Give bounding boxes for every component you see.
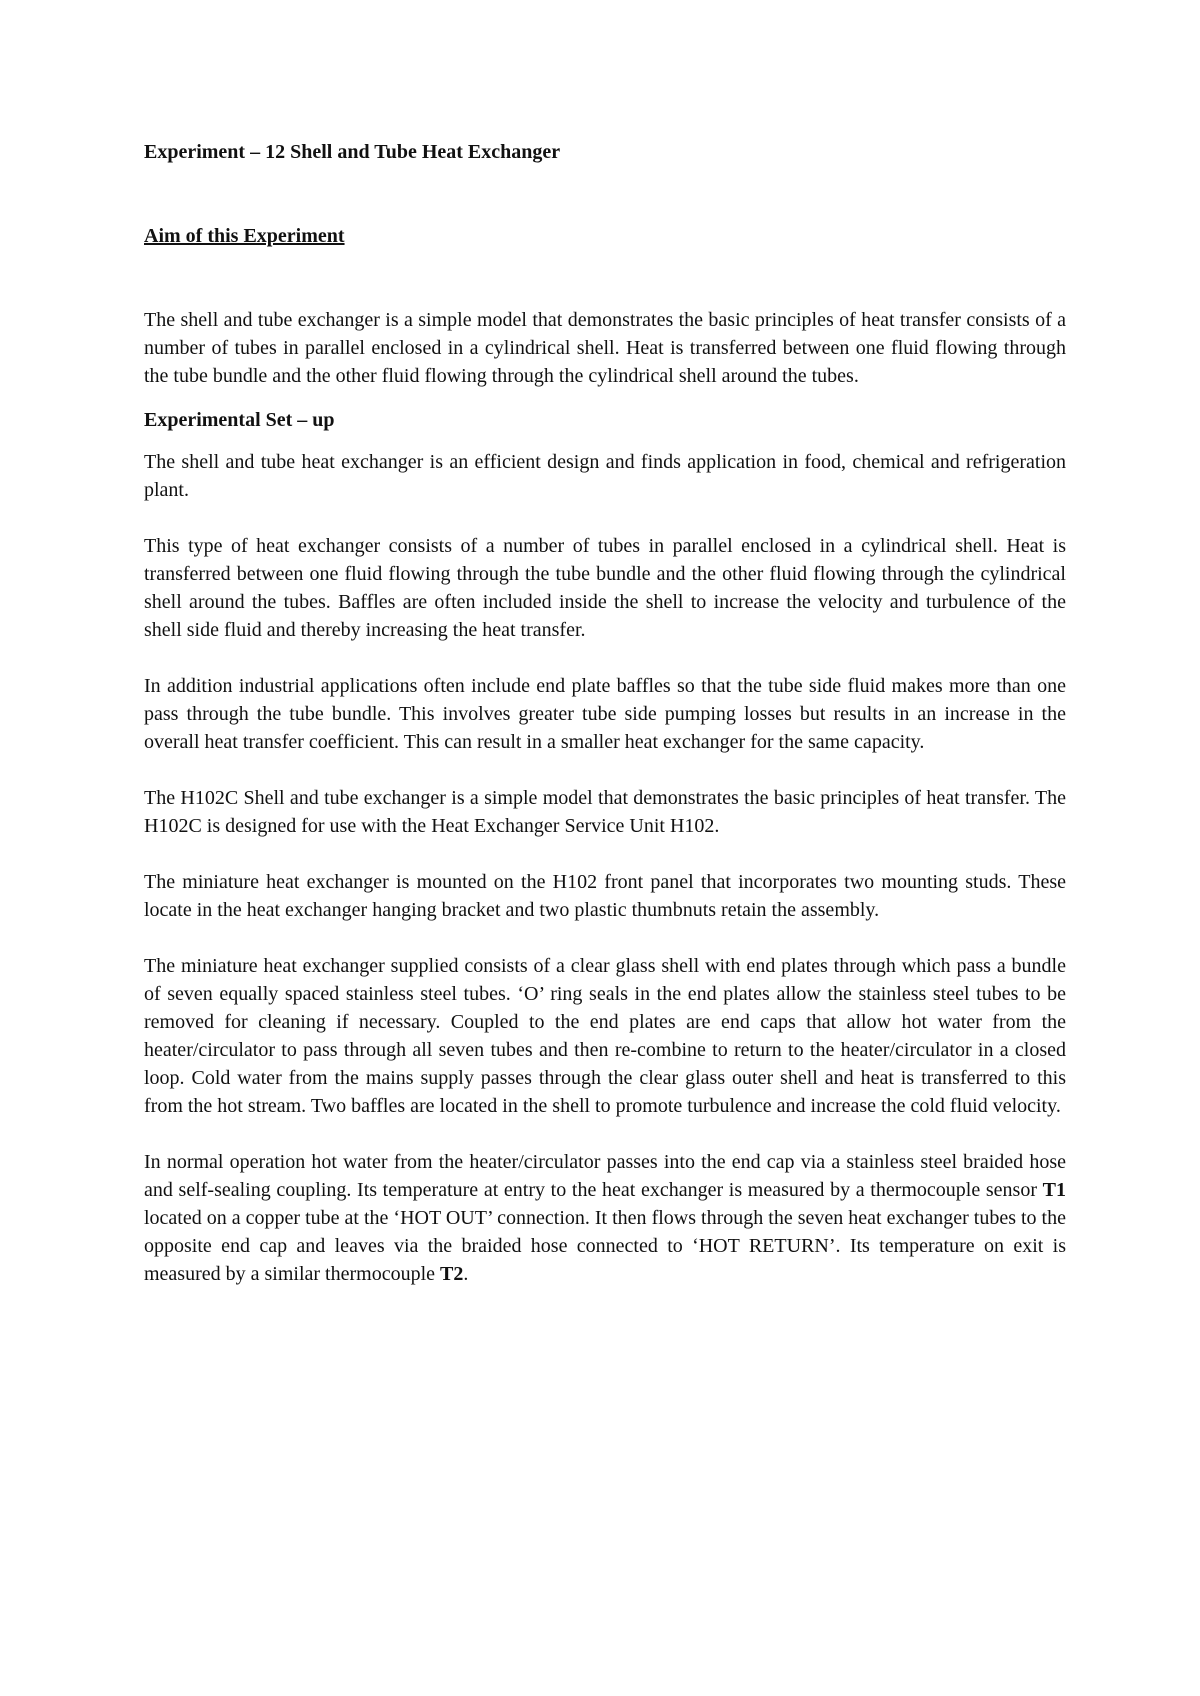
paragraph-operation bbox=[144, 1148, 1066, 1288]
operation-text-3: . bbox=[463, 1263, 469, 1285]
paragraph-mounting: The miniature heat exchanger is mounted on the H102 front panel that incorporates two mounting studs. These locate in the heat exchanger hanging bracket and two plastic thumbnuts retain the assembly. bbox=[144, 871, 1066, 921]
aim-paragraph: The shell and tube exchanger is a simple model that demonstrates the basic principles of heat transfer consists of a number of tubes in parallel enclosed in a cylindrical shell. Heat is transferred between one fluid flowing through the tube bundle and the other fluid flowing through the cylindrical shell around the tubes. bbox=[144, 309, 1066, 387]
paragraph-application: The shell and tube heat exchanger is an efficient design and finds application in food, chemical and refrigeration plant. bbox=[144, 451, 1066, 501]
document-page bbox=[144, 138, 1066, 1316]
paragraph-h102c: The H102C Shell and tube exchanger is a simple model that demonstrates the basic principles of heat transfer. The H102C is designed for use with the Heat Exchanger Service Unit H102. bbox=[144, 787, 1066, 837]
document-title: Experiment – 12 Shell and Tube Heat Exchanger bbox=[144, 141, 561, 163]
sensor-t1-label: T1 bbox=[1042, 1179, 1066, 1201]
operation-text-1: In normal operation hot water from the heater/circulator passes into the end cap via a stainless steel braided hose and self-sealing coupling. Its temperature at entry to the heat exchanger is measured by a thermocouple sensor bbox=[144, 1151, 1066, 1201]
setup-heading: Experimental Set – up bbox=[144, 409, 335, 431]
paragraph-construction: This type of heat exchanger consists of a number of tubes in parallel enclosed in a cylindrical shell. Heat is transferred between one fluid flowing through the tube bundle and the other fluid flowing through the cylindrical shell around the tubes. Baffles are often included inside the shell to increase the velocity and turbulence of the shell side fluid and thereby increasing the heat transfer. bbox=[144, 535, 1066, 641]
sensor-t2-label: T2 bbox=[440, 1263, 464, 1285]
paragraph-miniature: The miniature heat exchanger supplied consists of a clear glass shell with end plates through which pass a bundle of seven equally spaced stainless steel tubes. ‘O’ ring seals in the end plates allow the stainless steel tubes to be removed for cleaning if necessary. Coupled to the end plates are end caps that allow hot water from the heater/circulator to pass through all seven tubes and then re-combine to return to the heater/circulator in a closed loop. Cold water from the mains supply passes through the clear glass outer shell and heat is transferred to this from the hot stream. Two baffles are located in the shell to promote turbulence and increase the cold fluid velocity. bbox=[144, 955, 1066, 1117]
paragraph-industrial: In addition industrial applications often include end plate baffles so that the tube side fluid makes more than one pass through the tube bundle. This involves greater tube side pumping losses but results in an increase in the overall heat transfer coefficient. This can result in a smaller heat exchanger for the same capacity. bbox=[144, 675, 1066, 753]
aim-heading: Aim of this Experiment bbox=[144, 225, 345, 247]
operation-text-2: located on a copper tube at the ‘HOT OUT’ connection. It then flows through the seven heat exchanger tubes to the opposite end cap and leaves via the braided hose connected to ‘HOT RETURN’. Its temperature on exit is measured by a similar thermocouple bbox=[144, 1207, 1066, 1285]
